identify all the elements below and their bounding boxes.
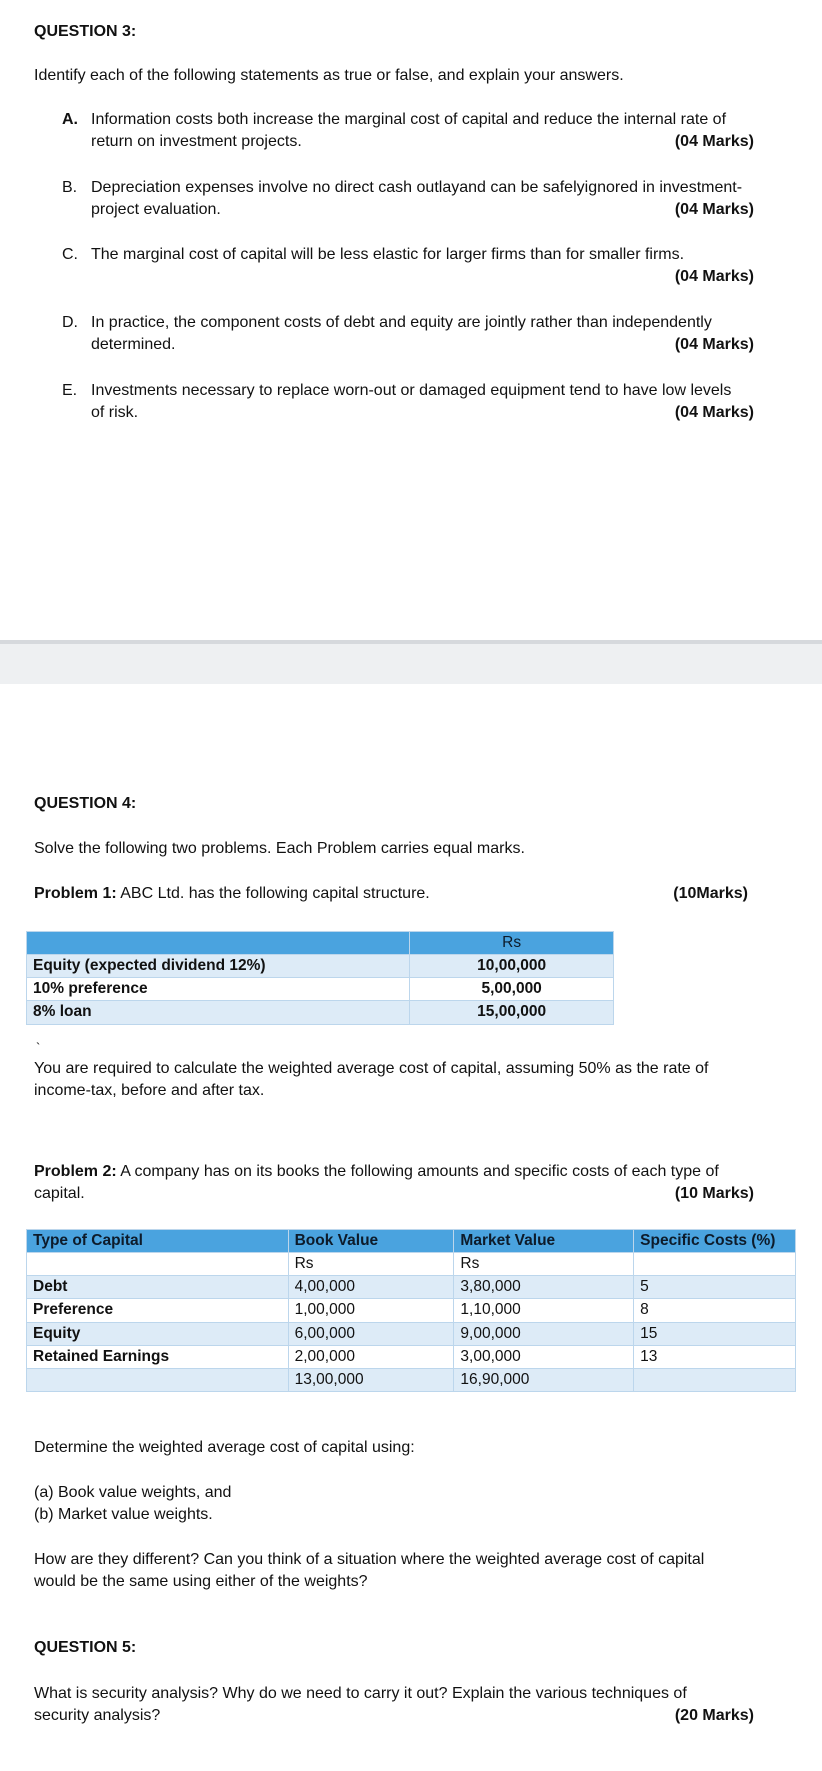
q5-line1: What is security analysis? Why do we need to carry it out? Explain the various techniques of (34, 1685, 687, 1702)
p2-cell-cost: 5 (634, 1276, 796, 1299)
q3-item-a-line2: return on investment projects. (91, 133, 302, 150)
p2-cell-type: Debt (27, 1276, 289, 1299)
p2-unit-cell (634, 1253, 796, 1276)
p2-cell-cost: 13 (634, 1345, 796, 1368)
q3-item-b-line2: project evaluation. (91, 201, 221, 218)
p1-row-value: 10,00,000 (410, 955, 614, 978)
p1-heading (34, 884, 430, 905)
q3-item-c-line1: The marginal cost of capital will be less elastic for larger firms than for smaller firms. (91, 246, 685, 263)
q3-item-d-line1: In practice, the component costs of debt and equity are jointly rather than independently (91, 314, 712, 331)
p2-totals-row (27, 1368, 796, 1391)
p2-question-line1: How are they different? Can you think of a situation where the weighted average cost of capital (34, 1551, 705, 1568)
q3-item-d-marks: (04 Marks) (674, 336, 754, 353)
q4-title: QUESTION 4: (34, 795, 137, 812)
p2-cell-book: 2,00,000 (288, 1345, 454, 1368)
p2-option-b: (b) Market value weights. (34, 1506, 213, 1523)
q4-intro: Solve the following two problems. Each Problem carries equal marks. (34, 840, 525, 857)
q3-item-b-letter: B. (62, 179, 78, 196)
p2-marks: (10 Marks) (674, 1185, 754, 1202)
table-row (27, 1276, 796, 1299)
p2-cell-book: 1,00,000 (288, 1299, 454, 1322)
p1-header-rs: Rs (410, 932, 614, 955)
p2-units-row (27, 1253, 796, 1276)
q3-item-e-line1: Investments necessary to replace worn-out or damaged equipment tend to have low levels (91, 382, 732, 399)
q3-item-d-letter: D. (62, 314, 78, 331)
table-row (27, 1345, 796, 1368)
p2-cell-book: 6,00,000 (288, 1322, 454, 1345)
p1-row-name: 8% loan (27, 1001, 410, 1024)
q3-title: QUESTION 3: (34, 23, 137, 40)
p2-header-type: Type of Capital (27, 1230, 289, 1253)
q3-item-e-letter: E. (62, 382, 78, 399)
q3-item-b-line1: Depreciation expenses involve no direct cash outlayand can be safelyignored in investment- (91, 179, 743, 196)
p2-determine: Determine the weighted average cost of capital using: (34, 1439, 415, 1456)
p2-unit-cell (27, 1253, 289, 1276)
p2-cell-cost: 15 (634, 1322, 796, 1345)
p2-header-book: Book Value (288, 1230, 454, 1253)
p2-cell-market: 3,80,000 (454, 1276, 634, 1299)
p2-unit-cell: Rs (288, 1253, 454, 1276)
p2-text-line2: capital. (34, 1185, 85, 1202)
p1-row-value: 15,00,000 (410, 1001, 614, 1024)
p2-label: Problem 2: (34, 1163, 117, 1180)
p1-instruction-line2: income-tax, before and after tax. (34, 1082, 265, 1099)
page-question-4-5 (0, 688, 822, 1771)
q3-item-d-line2: determined. (91, 336, 176, 353)
q3-item-c-marks: (04 Marks) (674, 268, 754, 285)
p2-total-cell (27, 1368, 289, 1391)
table-row (27, 1322, 796, 1345)
q3-item-a-marks: (04 Marks) (674, 133, 754, 150)
p2-header-market: Market Value (454, 1230, 634, 1253)
q3-item-a-letter: A. (62, 111, 78, 128)
page-divider (0, 640, 822, 684)
q5-line2: security analysis? (34, 1707, 161, 1724)
p1-table-header-row (27, 932, 614, 955)
q3-intro: Identify each of the following statements as true or false, and explain your answers. (34, 67, 624, 84)
p1-capital-table (26, 931, 614, 1025)
q5-title: QUESTION 5: (34, 1639, 137, 1656)
q3-item-e-line2: of risk. (91, 404, 139, 421)
stray-tick-mark: ` (36, 1040, 41, 1055)
q3-item-e-marks: (04 Marks) (674, 404, 754, 421)
p2-cell-market: 9,00,000 (454, 1322, 634, 1345)
p1-text: ABC Ltd. has the following capital structure. (120, 885, 430, 902)
p2-cell-type: Equity (27, 1322, 289, 1345)
q3-item-a-line1: Information costs both increase the marginal cost of capital and reduce the internal rate of (91, 111, 727, 128)
p1-row-value: 5,00,000 (410, 978, 614, 1001)
p2-unit-cell: Rs (454, 1253, 634, 1276)
p1-marks: (10Marks) (673, 885, 748, 902)
p1-header-blank (27, 932, 410, 955)
table-row (27, 1001, 614, 1024)
p2-total-cell (634, 1368, 796, 1391)
table-row (27, 955, 614, 978)
p2-text-line1: A company has on its books the following amounts and specific costs of each type of (120, 1163, 719, 1180)
p2-table-header-row (27, 1230, 796, 1253)
p2-cell-type: Retained Earnings (27, 1345, 289, 1368)
p2-cell-book: 4,00,000 (288, 1276, 454, 1299)
p1-row-name: 10% preference (27, 978, 410, 1001)
p1-row-name: Equity (expected dividend 12%) (27, 955, 410, 978)
table-row (27, 978, 614, 1001)
p1-label: Problem 1: (34, 885, 117, 902)
p2-capital-table (26, 1229, 796, 1392)
p2-question-line2: would be the same using either of the weights? (34, 1573, 368, 1590)
q3-item-c-letter: C. (62, 246, 78, 263)
p2-cell-type: Preference (27, 1299, 289, 1322)
page-question-3 (0, 0, 822, 640)
p2-cell-market: 1,10,000 (454, 1299, 634, 1322)
table-row (27, 1299, 796, 1322)
p2-cell-cost: 8 (634, 1299, 796, 1322)
p2-option-a: (a) Book value weights, and (34, 1484, 232, 1501)
q5-marks: (20 Marks) (674, 1707, 754, 1724)
p2-total-market: 16,90,000 (454, 1368, 634, 1391)
q3-item-b-marks: (04 Marks) (674, 201, 754, 218)
p2-total-book: 13,00,000 (288, 1368, 454, 1391)
p1-instruction-line1: You are required to calculate the weighted average cost of capital, assuming 50% as the rate of (34, 1060, 709, 1077)
p2-heading (34, 1162, 719, 1183)
p2-cell-market: 3,00,000 (454, 1345, 634, 1368)
p2-header-cost: Specific Costs (%) (634, 1230, 796, 1253)
